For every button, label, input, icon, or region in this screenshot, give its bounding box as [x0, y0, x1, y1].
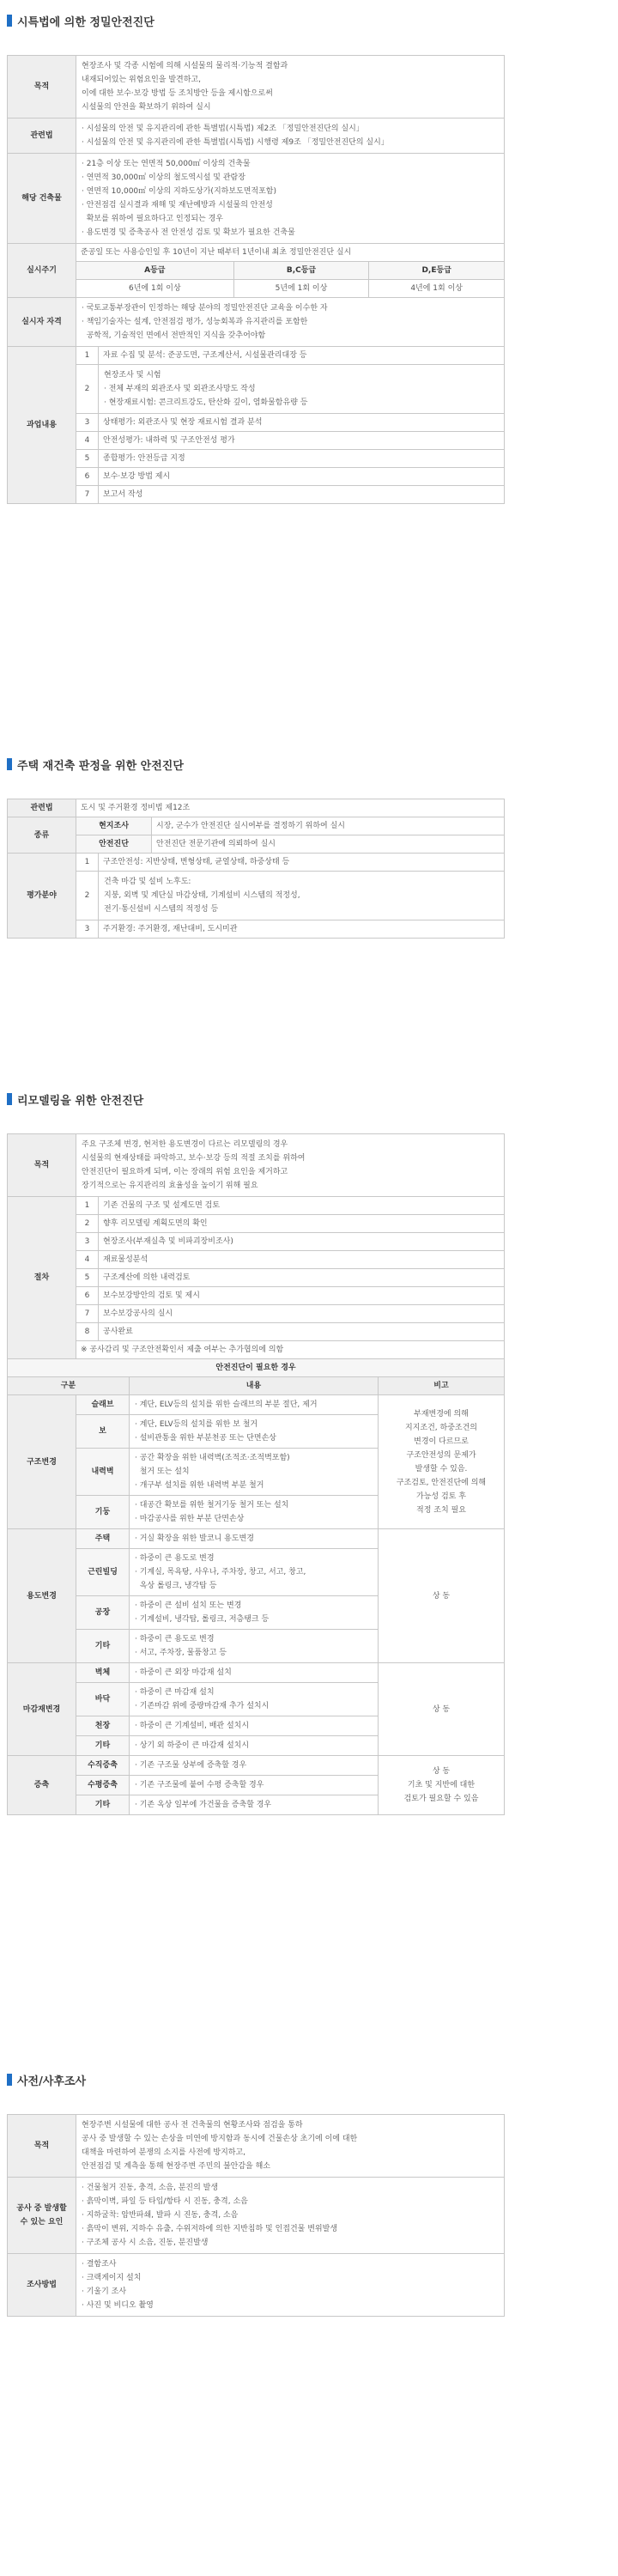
procedure-text: 기존 건물의 구조 및 설계도면 검토	[99, 1197, 505, 1215]
text-line: · 하중이 큰 외장 마감재 설치	[135, 1668, 232, 1677]
task-text: 보수·보강 방법 제시	[99, 468, 505, 486]
text-line: 발생할 수 있음.	[415, 1464, 468, 1473]
case-content	[130, 1449, 379, 1496]
text-line: 옥상 롤링크, 냉각탑 등	[135, 1582, 217, 1590]
precision-table	[7, 55, 505, 504]
case-subcategory: 기타	[76, 1736, 130, 1756]
procedure-text: 보수보강방안의 검토 및 제시	[99, 1287, 505, 1305]
case-subcategory: 천장	[76, 1716, 130, 1736]
procedure-number: 5	[76, 1269, 99, 1287]
case-subcategory: 바닥	[76, 1683, 130, 1716]
text-line: 철거 또는 설치	[135, 1467, 190, 1476]
procedure-number: 1	[76, 1197, 99, 1215]
procedure-text: 향후 리모델링 계획도면의 확인	[99, 1215, 505, 1233]
text-line: 지붕, 외벽 및 계단실 마감상태, 기계설비 시스템의 적정성,	[104, 891, 300, 900]
case-subcategory: 벽체	[76, 1663, 130, 1683]
text-line: · 기계실, 목욕탕, 사우나, 주차장, 창고, 서고, 창고,	[135, 1568, 306, 1577]
text-line: 상 동	[432, 1591, 451, 1601]
text-line: · 공간 확장을 위한 내력벽(조적조·조적벽포함)	[135, 1454, 290, 1462]
case-content	[130, 1415, 379, 1449]
text-line: · 하중이 큰 마감재 설치	[135, 1688, 215, 1697]
case-subcategory: 주택	[76, 1529, 130, 1549]
purpose-content	[76, 1134, 505, 1197]
text-line: · 개구부 설치를 위한 내력벽 부분 철거	[135, 1481, 264, 1490]
procedure-number: 6	[76, 1287, 99, 1305]
cause-content	[76, 2178, 505, 2254]
type-name: 안전진단	[76, 835, 152, 854]
purpose-label: 목적	[8, 2115, 76, 2178]
text-line: · 흙막이벽, 파일 등 타입/항타 시 진동, 충격, 소음	[82, 2197, 248, 2206]
bullet-icon	[7, 758, 12, 770]
reconstruction-table	[7, 799, 505, 939]
case-subcategory: 수평증축	[76, 1776, 130, 1795]
section-title	[7, 756, 505, 773]
text-line: · 기계설비, 냉각탑, 롤링크, 저층탱크 등	[135, 1615, 270, 1624]
text-line: · 서고, 주차장, 물품창고 등	[135, 1649, 227, 1657]
case-content	[130, 1795, 379, 1815]
text-line: · 흙막이 변위, 지하수 유출, 수위저하에 의한 지반침하 및 인접건물 변위발생	[82, 2225, 338, 2233]
text-line: 검토가 필요할 수 있음	[403, 1795, 479, 1803]
text-line: · 마감공사를 위한 부분 단면손상	[135, 1515, 245, 1523]
section-title	[7, 12, 505, 29]
text-line: · 구조체 공사 시 소음, 진동, 분진발생	[82, 2239, 209, 2247]
law-content: 도시 및 주거환경 정비법 제12조	[76, 799, 505, 817]
procedure-number: 4	[76, 1251, 99, 1269]
task-text: 자료 수집 및 분석: 준공도면, 구조계산서, 시설물관리대장 등	[99, 347, 505, 365]
case-subcategory: 공장	[76, 1596, 130, 1630]
procedure-text: 보수보강공사의 실시	[99, 1305, 505, 1323]
text-line: · 시설물의 안전 및 유지관리에 관한 특별법(시특법) 제2조 「정밀안전진단의 실시」	[82, 125, 364, 133]
case-row	[8, 1663, 505, 1683]
task-text: 보고서 작성	[99, 486, 505, 504]
target-content	[76, 154, 505, 244]
eval-number: 1	[76, 854, 99, 872]
case-note	[379, 1663, 505, 1756]
text-line: · 계단, ELV등의 설치를 위한 보 철거	[135, 1420, 258, 1429]
procedure-number: 3	[76, 1233, 99, 1251]
text-line: · 대공간 확보를 위한 철거기둥 철거 또는 설치	[135, 1501, 289, 1510]
case-content	[130, 1756, 379, 1776]
case-note	[379, 1529, 505, 1663]
task-text: 상태평가: 외관조사 및 현장 재료시험 결과 분석	[99, 414, 505, 432]
case-content	[130, 1716, 379, 1736]
grade-bc: B,C등급	[233, 262, 369, 280]
case-group: 마감재변경	[8, 1663, 76, 1756]
case-group: 증축	[8, 1756, 76, 1815]
text-line: · 하중이 큰 용도로 변경	[135, 1554, 215, 1563]
text-line: · 크랙게이지 설치	[82, 2274, 142, 2282]
text-line: 구조검토, 안전진단에 의해	[396, 1478, 487, 1487]
eval-label: 평가분야	[8, 854, 76, 939]
task-number: 7	[76, 486, 99, 504]
grade-de-cycle: 4년에 1회 이상	[369, 280, 505, 298]
case-subcategory: 보	[76, 1415, 130, 1449]
task-number: 2	[76, 365, 99, 414]
text-line: 구조안전성의 문제가	[406, 1450, 476, 1460]
text-line: 전기·통신설비 시스템의 적정성 등	[104, 905, 219, 914]
type-name: 현지조사	[76, 817, 152, 835]
qualification-content	[76, 298, 505, 347]
text-line: 공사 중 발생할 수 있는 손상을 미연에 방지함과 동시에 건물손상 초기에 이에 대한	[82, 2135, 358, 2143]
eval-text	[99, 872, 505, 920]
text-line: · 용도변경 및 증축공사 전 안전성 검토 및 확보가 필요한 건축물	[82, 228, 295, 237]
task-number: 6	[76, 468, 99, 486]
section-title	[7, 1091, 505, 1108]
text-line: 안전점검 및 계측을 통해 현장주변 주민의 불안감을 해소	[82, 2162, 270, 2171]
text-line: · 결함조사	[82, 2260, 117, 2269]
tasks-label: 과업내용	[8, 347, 76, 504]
procedure-text: 공사완료	[99, 1323, 505, 1341]
text-line: 부재변경에 의해	[414, 1409, 469, 1419]
text-line: 가능성 검토 후	[416, 1492, 466, 1501]
case-content	[130, 1630, 379, 1663]
task-text	[99, 365, 505, 414]
task-number: 3	[76, 414, 99, 432]
procedure-text: 구조계산에 의한 내력검토	[99, 1269, 505, 1287]
text-line: · 하중이 큰 설비 설치 또는 변경	[135, 1601, 242, 1610]
task-number: 5	[76, 450, 99, 468]
text-line: 상 동	[432, 1704, 451, 1714]
text-line: · 국토교통부장관이 인정하는 해당 분야의 정밀안전진단 교육을 이수한 자	[82, 304, 328, 313]
type-label: 종류	[8, 817, 76, 854]
text-line: · 연면적 10,000㎡ 이상의 지하도상가(지하보도면적포함)	[82, 187, 277, 196]
text-line: · 계단, ELV등의 설치를 위한 슬래브의 부분 절단, 제거	[135, 1400, 318, 1409]
case-content	[130, 1736, 379, 1756]
remodeling-cases-table	[7, 1358, 505, 1815]
text-line: 현장조사 및 시험	[104, 371, 161, 380]
case-content	[130, 1395, 379, 1415]
text-line: 확보를 위하여 필요하다고 인정되는 경우	[82, 215, 223, 223]
title-text: 주택 재건축 판정을 위한 안전진단	[17, 759, 184, 773]
text-line: 변경이 다르므로	[414, 1437, 469, 1446]
case-content	[130, 1596, 379, 1630]
procedure-number: 2	[76, 1215, 99, 1233]
text-line: · 기존 구조물에 붙여 수평 증축할 경우	[135, 1781, 264, 1789]
section-title	[7, 2071, 505, 2088]
text-line: · 기존 옥상 일부에 가건물을 증축할 경우	[135, 1801, 272, 1809]
law-label: 관련법	[8, 799, 76, 817]
type-desc: 시장, 군수가 안전진단 실시여부를 결정하기 위하여 실시	[152, 817, 505, 835]
case-subcategory: 기둥	[76, 1496, 130, 1529]
text-line: 시설물의 현재상태를 파악하고, 보수·보강 등의 적절 조치를 위하여	[82, 1154, 306, 1163]
task-text: 종합평가: 안전등급 지정	[99, 450, 505, 468]
eval-text: 주거환경: 주거환경, 재난대비, 도시미관	[99, 920, 505, 939]
text-line: 장기적으로는 유지관리의 효율성을 높이기 위해 필요	[82, 1182, 258, 1190]
text-line: 대책을 마련하여 분쟁의 소지를 사전에 방지하고,	[82, 2148, 246, 2157]
text-line: · 책임기술자는 설계, 안전점검 평가, 성능회복과 유지관리를 포함한	[82, 318, 308, 326]
case-content	[130, 1529, 379, 1549]
case-content	[130, 1549, 379, 1596]
eval-number: 2	[76, 872, 99, 920]
case-subcategory: 내력벽	[76, 1449, 130, 1496]
case-group: 용도변경	[8, 1529, 76, 1663]
case-content	[130, 1683, 379, 1716]
text-line: · 건물철거 진동, 충격, 소음, 분진의 발생	[82, 2184, 219, 2192]
text-line: · 지하굴착: 암반파쇄, 발파 시 진동, 충격, 소음	[82, 2211, 239, 2220]
grade-a-cycle: 6년에 1회 이상	[76, 280, 234, 298]
procedure-label: 절차	[8, 1197, 76, 1359]
bullet-icon	[7, 15, 12, 27]
case-subcategory: 기타	[76, 1795, 130, 1815]
text-line: · 설비관통을 위한 부분천공 또는 단면손상	[135, 1434, 276, 1443]
procedure-text: 현장조사(부재실측 및 비파괴장비조사)	[99, 1233, 505, 1251]
grade-a: A등급	[76, 262, 234, 280]
case-content	[130, 1776, 379, 1795]
text-line: · 사진 및 비디오 촬영	[82, 2301, 154, 2310]
case-content	[130, 1496, 379, 1529]
title-text: 시특법에 의한 정밀안전진단	[17, 15, 154, 29]
section-reconstruction-diagnosis	[7, 756, 505, 939]
grade-de: D,E등급	[369, 262, 505, 280]
case-row	[8, 1756, 505, 1776]
title-text: 리모델링을 위한 안전진단	[17, 1094, 144, 1108]
case-note	[379, 1395, 505, 1529]
text-line: · 전체 부재의 외관조사 및 외관조사망도 작성	[104, 385, 256, 393]
remodeling-table	[7, 1133, 505, 1359]
case-row	[8, 1529, 505, 1549]
case-group: 구조변경	[8, 1395, 76, 1529]
text-line: 주요 구조체 변경, 현저한 용도변경이 다르는 리모델링의 경우	[82, 1140, 288, 1149]
method-content	[76, 2254, 505, 2317]
text-line: · 시설물의 안전 및 유지관리에 관한 특별법(시특법) 시행령 제9조 「정밀안전진단의 실시」	[82, 138, 389, 147]
text-line: · 기존 구조물 상부에 증축할 경우	[135, 1761, 247, 1770]
col-header: 비고	[379, 1377, 505, 1395]
law-label: 관련법	[8, 118, 76, 154]
section-remodeling-diagnosis	[7, 1091, 505, 1815]
text-line: · 하중이 큰 용도로 변경	[135, 1635, 215, 1643]
text-line: 현장주변 시설물에 대한 공사 전 건축물의 현황조사와 점검을 통하	[82, 2121, 303, 2129]
text-line: · 기울기 조사	[82, 2287, 127, 2296]
text-line: 안전진단이 필요하게 되며, 이는 장래의 위험 요인을 제거하고	[82, 1168, 288, 1176]
law-content	[76, 118, 505, 154]
text-line: 기초 및 지반에 대한	[407, 1781, 476, 1789]
method-label: 조사방법	[8, 2254, 76, 2317]
procedure-text: 재료물성분석	[99, 1251, 505, 1269]
task-number: 1	[76, 347, 99, 365]
cycle-note: 준공일 또는 사용승인일 후 10년이 지난 때부터 1년이내 최초 정밀안전진단 실시	[76, 244, 505, 262]
text-line: 적정 조치 필요	[416, 1505, 466, 1515]
purpose-content	[76, 2115, 505, 2178]
cases-title: 안전진단이 필요한 경우	[8, 1359, 505, 1377]
section-precision-diagnosis	[7, 12, 505, 504]
eval-number: 3	[76, 920, 99, 939]
col-header: 구분	[8, 1377, 130, 1395]
task-number: 4	[76, 432, 99, 450]
target-label: 해당 건축물	[8, 154, 76, 244]
survey-table	[7, 2114, 505, 2317]
text-line: 지지조건, 하중조건의	[405, 1423, 477, 1432]
text-line: · 현장재료시험: 콘크리트강도, 탄산화 깊이, 염화물함유량 등	[104, 398, 308, 407]
bullet-icon	[7, 2074, 12, 2086]
text-line: 현장조사 및 각종 시험에 의해 시설물의 물리적·기능적 결함과	[82, 62, 288, 70]
procedure-number: 8	[76, 1323, 99, 1341]
text-line: · 기존마감 위에 중량마감재 추가 설치시	[135, 1702, 270, 1710]
bullet-icon	[7, 1093, 12, 1105]
case-subcategory: 수직증축	[76, 1756, 130, 1776]
text-line: · 연면적 30,000㎡ 이상의 철도역시설 및 관람장	[82, 173, 245, 182]
case-row	[8, 1395, 505, 1415]
case-content	[130, 1663, 379, 1683]
title-text: 사전/사후조사	[17, 2075, 87, 2088]
type-desc: 안전진단 전문기관에 의뢰하여 실시	[152, 835, 505, 854]
case-subcategory: 슬래브	[76, 1395, 130, 1415]
case-note	[379, 1756, 505, 1815]
purpose-content	[76, 56, 505, 118]
procedure-number: 7	[76, 1305, 99, 1323]
procedure-note: ※ 공사감리 및 구조안전확인서 제출 여부는 추가협의에 의함	[76, 1341, 505, 1359]
text-line: 이에 대한 보수·보강 방법 등 조치방안 등을 제시함으로써	[82, 89, 273, 98]
section-pre-post-survey	[7, 2071, 505, 2317]
cause-label: 공사 중 발생할 수 있는 요인	[8, 2178, 76, 2254]
col-header: 내용	[130, 1377, 379, 1395]
cases-body	[8, 1395, 505, 1815]
text-line: 시설물의 안전을 확보하기 위하여 실시	[82, 103, 211, 112]
text-line: 공학적, 기술적인 면에서 전반적인 지식을 갖추어야함	[82, 331, 266, 340]
eval-text: 구조안전성: 지반상태, 변형상태, 균열상태, 하중상태 등	[99, 854, 505, 872]
case-subcategory: 기타	[76, 1630, 130, 1663]
text-line: · 21층 이상 또는 연면적 50,000㎡ 이상의 건축물	[82, 160, 251, 168]
text-line: · 하중이 큰 기계설비, 배관 설치시	[135, 1722, 250, 1730]
cycle-label: 실시주기	[8, 244, 76, 298]
grade-bc-cycle: 5년에 1회 이상	[233, 280, 369, 298]
text-line: · 거실 확장을 위한 발코니 용도변경	[135, 1534, 254, 1543]
task-text: 안전성평가: 내하력 및 구조안전성 평가	[99, 432, 505, 450]
text-line: 상 동	[432, 1767, 451, 1776]
purpose-label: 목적	[8, 56, 76, 118]
case-subcategory: 근린빌딩	[76, 1549, 130, 1596]
text-line: · 상기 외 하중이 큰 마감재 설치시	[135, 1741, 250, 1750]
purpose-label: 목적	[8, 1134, 76, 1197]
text-line: · 안전점검 실시결과 재해 및 재난예방과 시설물의 안전성	[82, 201, 273, 210]
qualification-label: 실시자 자격	[8, 298, 76, 347]
text-line: 건축 마감 및 설비 노후도:	[104, 878, 191, 886]
text-line: 내재되어있는 위험요인을 발견하고,	[82, 76, 201, 84]
